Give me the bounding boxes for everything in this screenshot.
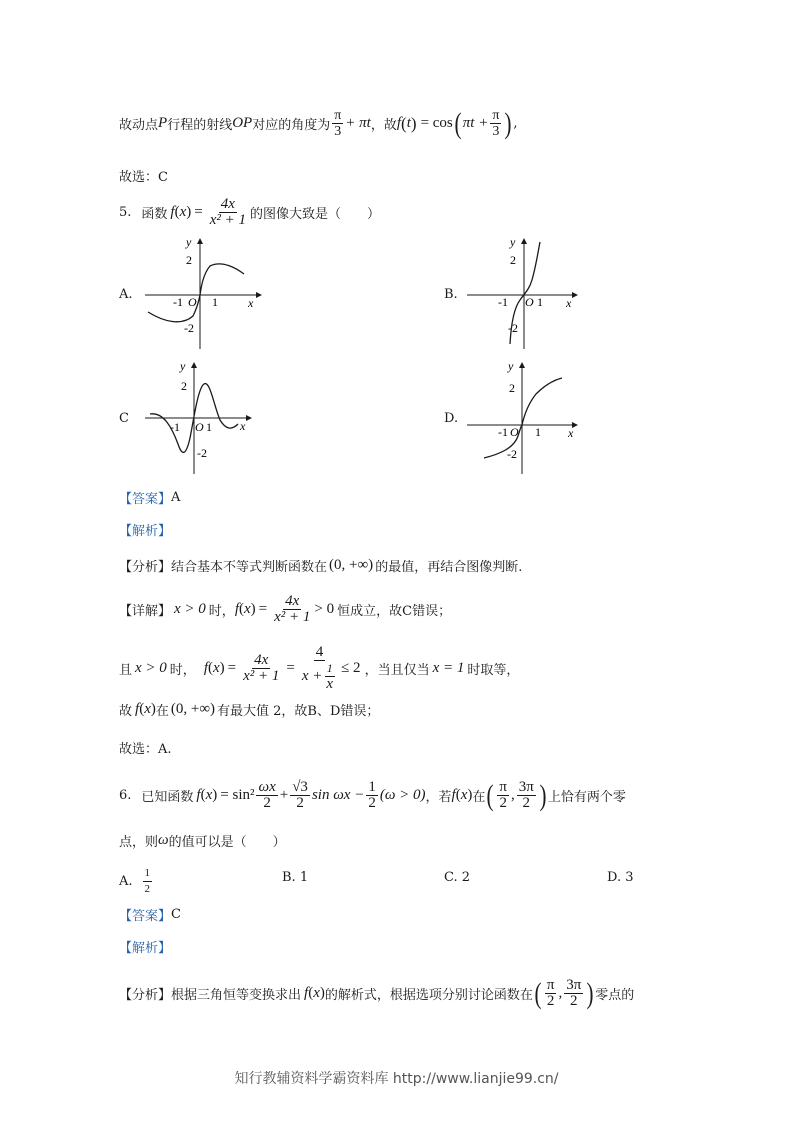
text: 且 [119, 663, 133, 678]
text: 故选：A. [119, 742, 172, 757]
fenxi-5 [119, 556, 522, 575]
analysis-6 [119, 937, 171, 956]
fraction-pi-over-2: $\frac{\pi}{2}$ [499, 779, 507, 811]
question-number: 5. [119, 205, 132, 220]
text: 恒成立，故C错误； [337, 604, 452, 619]
fenxi-tag: 【分析】 [119, 988, 172, 1003]
tick-label-1: 1 [535, 425, 541, 439]
analysis-tag: 【解析】 [119, 941, 172, 956]
fenxi-tag: 【分析】 [119, 560, 172, 575]
fraction-3pi-over-2: $\frac{3\pi}{2}$ [518, 779, 534, 811]
text: 在 [472, 790, 486, 805]
fraction-wx-over-2: $\frac{\omega x}{2}$ [258, 779, 276, 811]
option-d-label: D. [444, 411, 459, 426]
math-var: f [234, 601, 239, 617]
axis-label-x: x [566, 296, 572, 310]
select-previous [119, 166, 168, 185]
math-var: x [179, 204, 187, 220]
tick-label-1: 1 [206, 420, 212, 434]
text: 行程的射线 [167, 118, 233, 133]
select-5 [119, 738, 172, 757]
math-expr: ≤ 2 [341, 660, 361, 676]
axis-label-y: y [180, 359, 186, 373]
text: 零点的 [595, 988, 635, 1003]
axis-label-x: x [248, 296, 254, 310]
graph-option-d [462, 358, 602, 478]
tick-label-neg2: -2 [507, 447, 517, 461]
option-b-label: B. [444, 287, 458, 302]
q6-option-a: A. $\frac{1}{2}$ [119, 867, 151, 895]
fraction-pi-over-3-b: $\frac{\pi}{3}$ [492, 108, 500, 139]
math-var: f [396, 115, 402, 131]
axis-label-x: x [240, 419, 246, 433]
math-expr: = sin² [220, 787, 255, 803]
math-expr: > 0 [314, 601, 335, 617]
math-var: x [460, 787, 468, 803]
math-var: x [313, 985, 320, 1001]
tick-label-2: 2 [510, 253, 516, 267]
origin-label: O [525, 295, 534, 309]
tick-label-neg2: -2 [508, 321, 518, 335]
question-6-line-2 [119, 831, 286, 850]
text: 有最大值 2，故B、D错误； [217, 704, 380, 719]
footer-watermark: 知行教辅资料学霸资料库 http://www.lianjie99.cn/ [234, 1071, 559, 1087]
text: 的最值，再结合图像判断. [375, 560, 523, 575]
tick-label-1: 1 [212, 295, 218, 309]
text: 点，则 [119, 835, 159, 850]
math-cond: x > 0 [174, 601, 206, 617]
math-var: f [196, 787, 201, 803]
xiangjie-5: 【详解】 x > 0 时， f ( x ) = $\frac{4x}{\text{x² + 1}}$ > 0 恒成立，故C错误； [119, 593, 452, 625]
math-cond: (ω > 0) [379, 787, 426, 803]
math-var: ω [158, 832, 169, 848]
fenxi-6: 【分析】 根据三角恒等变换求出 f ( x ) 的解析式，根据选项分别讨论函数在 ( $\frac{\pi}{2}$ , $\frac{3\pi}{2}$ ) 零点的 [119, 976, 635, 1010]
tick-label-1: 1 [537, 295, 543, 309]
answer-value: A [171, 490, 181, 505]
math-var: x [212, 660, 220, 676]
math-interval: (0, +∞) [170, 701, 216, 717]
fraction-4x: $\frac{4x}{\text{x² + 1}}$ [209, 196, 247, 228]
text: ，故 [370, 118, 397, 133]
origin-label: O [188, 295, 197, 309]
fraction-pi-over-3: $\frac{\pi}{3}$ [334, 108, 342, 139]
math-cond: x = 1 [432, 660, 465, 676]
text: 时， [208, 604, 235, 619]
fraction-3pi-over-2: $\frac{3\pi}{2}$ [566, 977, 582, 1009]
q6-option-c: C. 2 [444, 870, 471, 885]
origin-label: O [195, 420, 204, 434]
tick-label-neg1: -1 [170, 420, 180, 434]
math-expr: + πt [345, 115, 371, 131]
text: 函数 [141, 207, 168, 222]
text: 上恰有两个零 [547, 790, 626, 805]
text: 对应的角度为 [252, 118, 331, 133]
math-var: f [451, 787, 456, 803]
answer-value: C [171, 907, 181, 922]
graph-option-c [140, 358, 280, 478]
option-a-label: A. [119, 287, 133, 302]
question-number: 6. [119, 788, 132, 803]
tick-label-2: 2 [181, 379, 187, 393]
text: 根据三角恒等变换求出 [171, 988, 302, 1003]
answer-5 [119, 488, 180, 507]
math-op: + [279, 787, 289, 803]
text: 时， [169, 663, 196, 678]
tick-label-neg1: -1 [498, 425, 508, 439]
math-expr: = cos [420, 115, 453, 131]
math-var: OP [232, 115, 253, 131]
axis-label-y: y [510, 235, 516, 249]
answer-6 [119, 905, 181, 924]
tick-label-neg1: -1 [498, 295, 508, 309]
tick-label-neg2: -2 [184, 321, 194, 335]
text: 的图像大致是（ ） [250, 207, 381, 222]
text: 时取等， [467, 663, 520, 678]
analysis-5 [119, 520, 171, 539]
analysis-tag: 【解析】 [119, 524, 172, 539]
tick-label-2: 2 [186, 253, 192, 267]
tick-label-2: 2 [509, 381, 515, 395]
text: ，若 [425, 790, 452, 805]
graph-option-a [140, 234, 280, 354]
fraction-1-over-2: $\frac{1}{2}$ [368, 779, 376, 811]
xiangjie-tag: 【详解】 [119, 604, 172, 619]
text: 的解析式，根据选项分别讨论函数在 [324, 988, 533, 1003]
text: 故 [119, 704, 133, 719]
axis-label-y: y [508, 359, 514, 373]
q6-option-b: B. 1 [282, 870, 309, 885]
text: 故动点 [119, 118, 159, 133]
tick-label-neg2: -2 [197, 446, 207, 460]
text: 的值可以是（ ） [168, 835, 286, 850]
answer-tag: 【答案】 [119, 909, 172, 924]
q6-option-d: D. 3 [607, 870, 634, 885]
step-3: 故 f ( x ) 在 (0, +∞) 有最大值 2，故B、D错误； [119, 701, 380, 719]
math-var: f [203, 660, 208, 676]
math-interval: (0, +∞) [329, 557, 374, 573]
math-var: P [158, 115, 168, 131]
math-var: f [170, 204, 175, 220]
math-cond: x > 0 [135, 660, 167, 676]
answer-tag: 【答案】 [119, 492, 172, 507]
tick-label-neg1: -1 [173, 295, 183, 309]
fraction-pi-over-2: $\frac{\pi}{2}$ [546, 977, 555, 1009]
math-var: f [135, 701, 140, 717]
solution-line-angle: 故动点 P 行程的射线 OP 对应的角度为 $\frac{\pi}{3}$ + πt ，故 f ( t ) = cos ( πt + $\frac{\pi}{3}$ ) , [119, 106, 518, 140]
math-var: t [406, 115, 411, 131]
math-var: x [243, 601, 251, 617]
graph-option-b [462, 234, 602, 354]
option-c-label: C [119, 411, 129, 426]
math-var: f [304, 985, 309, 1001]
axis-label-x: x [568, 426, 574, 440]
text: 故选：C [119, 170, 168, 185]
math-var: x [144, 701, 151, 717]
fraction-4-over-x-plus: 4 x + $\frac{1}{x}$ [301, 644, 334, 692]
origin-label: O [510, 425, 519, 439]
text: 结合基本不等式判断函数在 [171, 560, 328, 575]
math-expr: πt + [462, 115, 489, 131]
math-expr: sin ωx − [311, 787, 365, 803]
fraction-sqrt3-over-2: $\frac{√3}{2}$ [292, 779, 308, 811]
text: 在 [155, 704, 169, 719]
question-5: 5. 函数 f ( x ) = $\frac{4x}{\text{x² + 1}}$ 的图像大致是（ ） [119, 196, 381, 228]
step-2: 且 x > 0 时， f ( x ) = $\frac{4x}{\text{x² + 1}}$ = 4 x + $\frac{1}{x}$ ≤ 2 ，当且仅当 x = 1 时取等， [119, 644, 520, 692]
text: , [513, 116, 518, 131]
question-6: 6. 已知函数 f ( x ) = sin² $\frac{\omega x}{2}$ + $\frac{√3}{2}$ sin ωx − $\frac{1}{2}$ (ω > 0) ，若 f ( x ) 在 ( $\frac{\pi}{2}$ , $\frac{3\pi}{2}$ ) 上恰有两个零 [119, 778, 626, 812]
fraction-4x: $\frac{4x}{\text{x² + 1}}$ [274, 593, 311, 625]
axis-label-y: y [186, 235, 192, 249]
fraction-4x: $\frac{4x}{\text{x² + 1}}$ [243, 652, 280, 684]
math-var: x [205, 787, 213, 803]
text: 已知函数 [141, 790, 194, 805]
text: ，当且仅当 [364, 663, 430, 678]
